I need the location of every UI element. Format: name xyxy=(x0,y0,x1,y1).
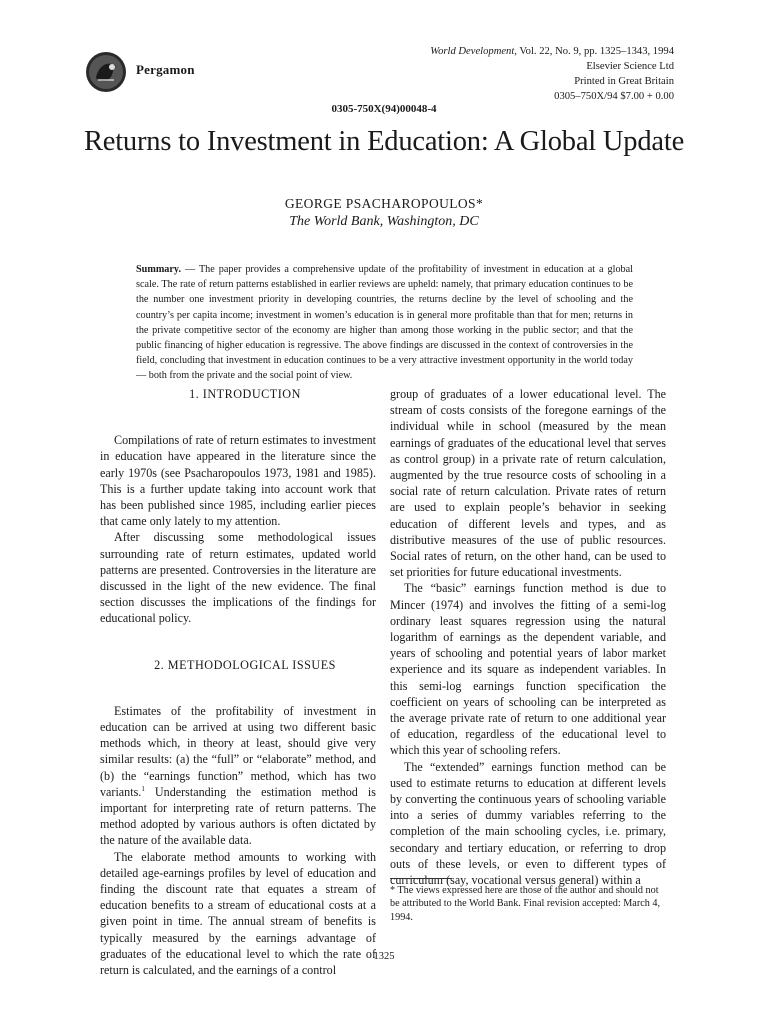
right-column xyxy=(390,386,666,888)
journal-citation xyxy=(430,44,674,59)
footnote-marker: 1 xyxy=(141,784,145,793)
article-author: GEORGE PSACHAROPOULOS* xyxy=(284,196,484,211)
journal-printed: Printed in Great Britain xyxy=(574,76,674,87)
summary-label: Summary. xyxy=(136,264,181,275)
paragraph: The “extended” earnings function method can be used to estimate returns to education at different levels by converting the continuous years of schooling variable into a series of dummy variables referring to the completion of the main schooling cycles, i.e. primary, secondary and tertiary education, or referring to drop outs of these levels, or even to different types of curriculum (say, vocational versus general) within a xyxy=(390,759,666,888)
section-heading-methodological: 2. METHODOLOGICAL ISSUES xyxy=(154,657,336,672)
paragraph-text: Estimates of the profitability of investment in education can be arrived at using two different basic methods which, in theory at least, should give very similar results: (a) the “full” or “elaborate” method, and (b) the “earnings function” method, which has two variants. xyxy=(100,703,376,799)
paragraph: Compilations of rate of return estimates to investment in education have appeared in the literature since the early 1970s (see Psacharopoulos 1973, 1981 and 1985). This is a further update taking into account work that has been published since 1985, including earlier pieces that came only lately to my attention. xyxy=(100,433,376,529)
paragraph: group of graduates of a lower educational level. The stream of costs consists of the foregone earnings of the individual while in school (measured by the mean earnings of graduates of the educational level that serves as control group) in a private rate of return calculation, augmented by the true resource costs of schooling in a social rate of return calculation. Private rates of return are used to explain people’s behavior in seeking education of different levels and types, and as distributive measures of the use of public resources. Social rates of return, on the other hand, can be used to set priorities for future educational investments. xyxy=(390,387,666,580)
footnote-divider xyxy=(390,878,452,879)
pergamon-logo-icon xyxy=(84,50,128,94)
journal-info xyxy=(430,44,674,104)
journal-issn: 0305–750X/94 $7.00 + 0.00 xyxy=(554,91,674,102)
summary-text: — The paper provides a comprehensive update of the profitability of investment in education at a global scale. The rate of return patterns established in earlier reviews are upheld: namely, that primary education continues to be the number one investment priority in developing countries, the returns decline by the level of schooling and the country’s per capita income; investment in women’s education is in general more profitable than that for men; returns in the private competitive sector of the economy are higher than among those working in the public sector; and that the public financing of higher education is regressive. The above findings are discussed in the context of controversies in the field, concluding that investment in education continues to be a very attractive investment opportunity in the world today — both from the private and the social point of view. xyxy=(136,264,633,382)
footnote: * The views expressed here are those of the author and should not be attributed to the World Bank. Final revision accepted: March 4, 1994. xyxy=(390,885,661,923)
left-column xyxy=(100,386,376,978)
paragraph-text: Understanding the estimation method is important for interpreting rate of return patterns. The method adopted by various authors is often dictated by the nature of the available data. xyxy=(100,784,376,848)
journal-name: World Development, xyxy=(430,46,517,57)
article-affiliation: The World Bank, Washington, DC xyxy=(289,214,479,229)
section-heading-introduction: 1. INTRODUCTION xyxy=(189,387,301,401)
paragraph xyxy=(100,703,376,849)
paragraph: After discussing some methodological issues surrounding rate of return estimates, updated world patterns are presented. Controversies in the literature are discussed in the light of the new evidence. The final section discusses the implications of the findings for educational policy. xyxy=(100,530,376,626)
journal-volume: Vol. 22, No. 9, pp. 1325–1343, 1994 xyxy=(516,46,674,57)
publisher-name: Pergamon xyxy=(136,62,195,77)
journal-publisher: Elsevier Science Ltd xyxy=(586,61,674,72)
summary-abstract xyxy=(136,262,633,384)
paragraph: The elaborate method amounts to working with detailed age-earnings profiles by level of education and finding the discount rate that equates a stream of education benefits to a stream of educational costs at a given point in time. The annual stream of benefits is typically measured by the earnings advantage of graduates of the educational level to which the rate of return is calculated, and the earnings of a control xyxy=(100,849,376,978)
article-title: Returns to Investment in Education: A Global Update xyxy=(83,126,685,157)
page-number: 1325 xyxy=(373,951,395,962)
document-code: 0305-750X(94)00048-4 xyxy=(331,103,437,115)
paragraph: The “basic” earnings function method is due to Mincer (1974) and involves the fitting of a semi-log ordinary least squares regression using the natural logarithm of earnings as the dependent variable, and years of schooling and potential years of labor market experience and its square as independent variables. In this semi-log earnings function specification the coefficient on years of schooling can be interpreted as the average private rate of return to one additional year of education, regardless of the educational level to which this year of schooling refers. xyxy=(390,581,666,758)
